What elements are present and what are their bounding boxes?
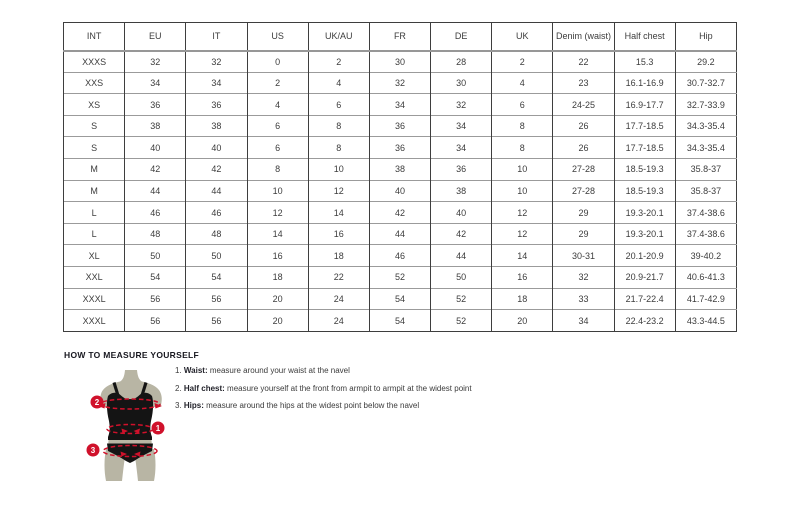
table-cell: 18	[308, 245, 369, 267]
table-header-cell: UK/AU	[308, 23, 369, 51]
table-cell: 17.7-18.5	[614, 115, 675, 137]
waist-badge-number: 1	[155, 424, 161, 433]
table-cell: 2	[492, 51, 553, 73]
table-cell: 8	[492, 115, 553, 137]
table-cell: 48	[186, 223, 247, 245]
table-cell: 18	[492, 288, 553, 310]
table-cell: 12	[247, 202, 308, 224]
table-cell: XXL	[64, 267, 125, 289]
table-cell: 14	[308, 202, 369, 224]
table-cell: 36	[369, 137, 430, 159]
table-cell: 24	[308, 288, 369, 310]
table-row	[64, 202, 737, 224]
table-cell: 54	[369, 310, 430, 332]
table-cell: 34	[431, 115, 492, 137]
table-cell: 42	[186, 159, 247, 181]
table-cell: 56	[186, 310, 247, 332]
table-cell: 10	[492, 159, 553, 181]
table-cell: 8	[492, 137, 553, 159]
table-cell: 30-31	[553, 245, 614, 267]
table-cell: 34	[186, 72, 247, 94]
table-header-cell: Hip	[675, 23, 736, 51]
table-cell: 34.3-35.4	[675, 137, 736, 159]
table-cell: 40	[369, 180, 430, 202]
table-cell: 34.3-35.4	[675, 115, 736, 137]
table-header-cell: Denim (waist)	[553, 23, 614, 51]
step-number: 2.	[175, 383, 182, 393]
table-cell: 34	[431, 137, 492, 159]
size-chart-body	[64, 51, 737, 332]
table-cell: 18.5-19.3	[614, 159, 675, 181]
table-cell: 44	[431, 245, 492, 267]
table-cell: 38	[186, 115, 247, 137]
table-cell: 22	[308, 267, 369, 289]
table-cell: 44	[186, 180, 247, 202]
table-cell: 18.5-19.3	[614, 180, 675, 202]
step-label: Half chest:	[183, 383, 225, 393]
table-cell: 32	[125, 51, 186, 73]
table-cell: 10	[308, 159, 369, 181]
step-label: Hips:	[183, 401, 204, 410]
table-cell: 38	[369, 159, 430, 181]
table-row	[64, 72, 737, 94]
table-cell: 16	[308, 223, 369, 245]
table-cell: 56	[125, 310, 186, 332]
size-chart-header	[64, 23, 737, 51]
table-cell: 36	[125, 94, 186, 116]
table-cell: 28	[431, 51, 492, 73]
table-cell: 20.1-20.9	[614, 245, 675, 267]
table-cell: 35.8-37	[675, 180, 736, 202]
table-cell: 54	[369, 288, 430, 310]
measure-step-waist	[175, 366, 472, 375]
table-cell: 44	[125, 180, 186, 202]
table-cell: 20.9-21.7	[614, 267, 675, 289]
table-cell: 17.7-18.5	[614, 137, 675, 159]
table-header-cell: FR	[369, 23, 430, 51]
table-cell: 32	[369, 72, 430, 94]
table-cell: 16	[247, 245, 308, 267]
table-cell: 50	[186, 245, 247, 267]
table-cell: 29.2	[675, 51, 736, 73]
table-cell: XS	[64, 94, 125, 116]
table-cell: XXXS	[64, 51, 125, 73]
table-cell: 10	[247, 180, 308, 202]
table-cell: 50	[431, 267, 492, 289]
table-cell: 41.7-42.9	[675, 288, 736, 310]
table-row	[64, 288, 737, 310]
table-cell: 22	[553, 51, 614, 73]
table-cell: 52	[431, 288, 492, 310]
table-cell: 6	[492, 94, 553, 116]
table-cell: 12	[492, 202, 553, 224]
table-cell: 22.4-23.2	[614, 310, 675, 332]
table-cell: 39-40.2	[675, 245, 736, 267]
table-cell: 38	[431, 180, 492, 202]
table-cell: 29	[553, 202, 614, 224]
table-row	[64, 159, 737, 181]
table-cell: 4	[308, 72, 369, 94]
table-cell: 8	[308, 115, 369, 137]
table-cell: 56	[125, 288, 186, 310]
table-cell: 46	[125, 202, 186, 224]
table-cell: 30	[431, 72, 492, 94]
table-cell: 16.1-16.9	[614, 72, 675, 94]
table-cell: 32.7-33.9	[675, 94, 736, 116]
table-cell: 40	[431, 202, 492, 224]
table-cell: 36	[369, 115, 430, 137]
table-row	[64, 94, 737, 116]
table-cell: 4	[492, 72, 553, 94]
table-cell: M	[64, 159, 125, 181]
table-row	[64, 245, 737, 267]
table-cell: 2	[247, 72, 308, 94]
table-cell: 23	[553, 72, 614, 94]
measure-heading: HOW TO MEASURE YOURSELF	[64, 350, 200, 360]
table-row	[64, 180, 737, 202]
measure-step-hips	[175, 401, 472, 410]
table-cell: 24-25	[553, 94, 614, 116]
step-label: Waist:	[183, 366, 208, 375]
table-cell: 27-28	[553, 159, 614, 181]
step-text: measure yourself at the front from armpit to armpit at the widest point	[224, 383, 472, 393]
table-cell: 52	[431, 310, 492, 332]
table-cell: 37.4-38.6	[675, 223, 736, 245]
table-cell: 35.8-37	[675, 159, 736, 181]
table-cell: 19.3-20.1	[614, 202, 675, 224]
table-cell: 29	[553, 223, 614, 245]
table-cell: 38	[125, 115, 186, 137]
table-cell: 6	[308, 94, 369, 116]
table-cell: 36	[186, 94, 247, 116]
table-cell: 24	[308, 310, 369, 332]
table-cell: 20	[247, 288, 308, 310]
table-cell: 34	[125, 72, 186, 94]
table-cell: 16.9-17.7	[614, 94, 675, 116]
table-cell: 19.3-20.1	[614, 223, 675, 245]
table-header-cell: UK	[492, 23, 553, 51]
table-cell: 46	[186, 202, 247, 224]
table-cell: 15.3	[614, 51, 675, 73]
table-header-cell: EU	[125, 23, 186, 51]
table-cell: 33	[553, 288, 614, 310]
table-cell: 14	[492, 245, 553, 267]
table-row	[64, 310, 737, 332]
table-cell: 20	[492, 310, 553, 332]
table-cell: 36	[431, 159, 492, 181]
table-cell: 32	[186, 51, 247, 73]
table-cell: 43.3-44.5	[675, 310, 736, 332]
table-cell: 50	[125, 245, 186, 267]
table-cell: 26	[553, 115, 614, 137]
table-cell: L	[64, 202, 125, 224]
table-row	[64, 51, 737, 73]
table-cell: 54	[125, 267, 186, 289]
table-cell: 56	[186, 288, 247, 310]
table-cell: 32	[553, 267, 614, 289]
table-cell: 32	[431, 94, 492, 116]
table-cell: XXXL	[64, 310, 125, 332]
table-cell: 40.6-41.3	[675, 267, 736, 289]
table-cell: 12	[492, 223, 553, 245]
table-cell: 40	[186, 137, 247, 159]
table-header-row	[64, 23, 737, 51]
table-cell: 21.7-22.4	[614, 288, 675, 310]
table-cell: XL	[64, 245, 125, 267]
table-cell: 0	[247, 51, 308, 73]
table-cell: 6	[247, 137, 308, 159]
table-cell: 48	[125, 223, 186, 245]
table-cell: 20	[247, 310, 308, 332]
hips-badge-number: 3	[90, 446, 96, 455]
table-cell: 42	[369, 202, 430, 224]
table-cell: 2	[308, 51, 369, 73]
table-cell: 12	[308, 180, 369, 202]
table-cell: XXXL	[64, 288, 125, 310]
table-cell: 26	[553, 137, 614, 159]
size-chart-table	[63, 22, 737, 332]
step-number: 3.	[175, 401, 182, 410]
table-row	[64, 267, 737, 289]
table-cell: 52	[369, 267, 430, 289]
table-row	[64, 115, 737, 137]
table-cell: 18	[247, 267, 308, 289]
measure-step-half-chest	[175, 384, 472, 393]
table-cell: L	[64, 223, 125, 245]
table-cell: 30.7-32.7	[675, 72, 736, 94]
table-cell: 10	[492, 180, 553, 202]
mannequin-illustration	[82, 369, 187, 491]
measurement-figure	[82, 369, 187, 491]
table-row	[64, 223, 737, 245]
step-text: measure around the hips at the widest point below the navel	[203, 401, 420, 410]
table-cell: S	[64, 137, 125, 159]
table-cell: 4	[247, 94, 308, 116]
table-cell: 42	[431, 223, 492, 245]
table-cell: 44	[369, 223, 430, 245]
measure-steps	[175, 366, 472, 419]
table-header-cell: DE	[431, 23, 492, 51]
table-cell: 34	[553, 310, 614, 332]
table-cell: 16	[492, 267, 553, 289]
step-text: measure around your waist at the navel	[207, 366, 350, 375]
size-chart-container	[63, 22, 737, 332]
table-header-cell: INT	[64, 23, 125, 51]
table-header-cell: IT	[186, 23, 247, 51]
table-cell: 14	[247, 223, 308, 245]
table-cell: 46	[369, 245, 430, 267]
table-cell: 37.4-38.6	[675, 202, 736, 224]
table-cell: S	[64, 115, 125, 137]
chest-badge-number: 2	[94, 398, 100, 407]
table-header-cell: Half chest	[614, 23, 675, 51]
step-number: 1.	[175, 366, 182, 375]
table-cell: 40	[125, 137, 186, 159]
table-cell: 54	[186, 267, 247, 289]
table-cell: 30	[369, 51, 430, 73]
table-cell: XXS	[64, 72, 125, 94]
table-cell: 27-28	[553, 180, 614, 202]
table-cell: 8	[308, 137, 369, 159]
table-cell: 6	[247, 115, 308, 137]
table-cell: 34	[369, 94, 430, 116]
table-row	[64, 137, 737, 159]
table-cell: 42	[125, 159, 186, 181]
table-cell: M	[64, 180, 125, 202]
table-cell: 8	[247, 159, 308, 181]
table-header-cell: US	[247, 23, 308, 51]
